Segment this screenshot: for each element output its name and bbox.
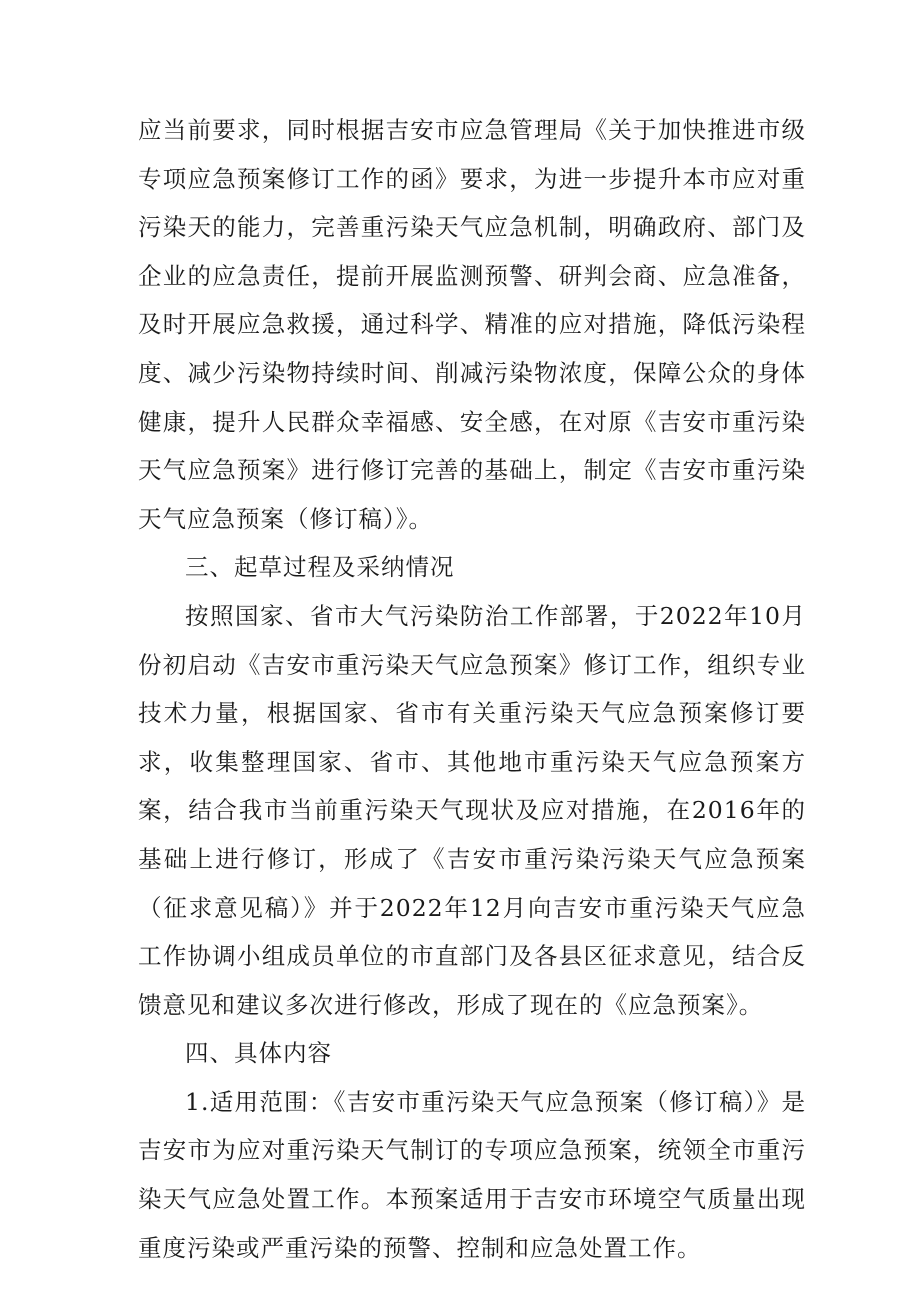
paragraph-continuation: 应当前要求，同时根据吉安市应急管理局《关于加快推进市级专项应急预案修订工作的函》要求，为进一步提升本市应对重污染天的能力，完善重污染天气应急机制，明确政府、部门及企业的应急责任，提前开展监测预警、研判会商、应急准备，及时开展应急救援，通过科学、精准的应对措施，降低污染程度、减少污染物持续时间、削减污染物浓度，保障公众的身体健康，提升人民群众幸福感、安全感，在对原《吉安市重污染天气应急预案》进行修订完善的基础上，制定《吉安市重污染天气应急预案（修订稿）》。 — [138, 116, 806, 533]
section-heading-three: 三、起草过程及采纳情况 — [185, 553, 455, 582]
paragraph-drafting-process: 按照国家、省市大气污染防治工作部署，于2022年10月份初启动《吉安市重污染天气应急预案》修订工作，组织专业技术力量，根据国家、省市有关重污染天气应急预案修订要求，收集整理国家、省市、其他地市重污染天气应急预案方案，结合我市当前重污染天气现状及应对措施，在2016年的基础上进行修订，形成了《吉安市重污染污染天气应急预案（征求意见稿）》并于2022年12月向吉安市重污染天气应急工作协调小组成员单位的市直部门及各县区征求意见，结合反馈意见和建议多次进行修改，形成了现在的《应急预案》。 — [138, 601, 806, 1019]
document-body — [138, 106, 806, 1272]
section-heading-four: 四、具体内容 — [185, 1039, 332, 1068]
paragraph-scope: 1.适用范围：《吉安市重污染天气应急预案（修订稿）》是吉安市为应对重污染天气制订的专项应急预案，统领全市重污染天气应急处置工作。本预案适用于吉安市环境空气质量出现重度污染或严重污染的预警、控制和应急处置工作。 — [138, 1087, 806, 1262]
